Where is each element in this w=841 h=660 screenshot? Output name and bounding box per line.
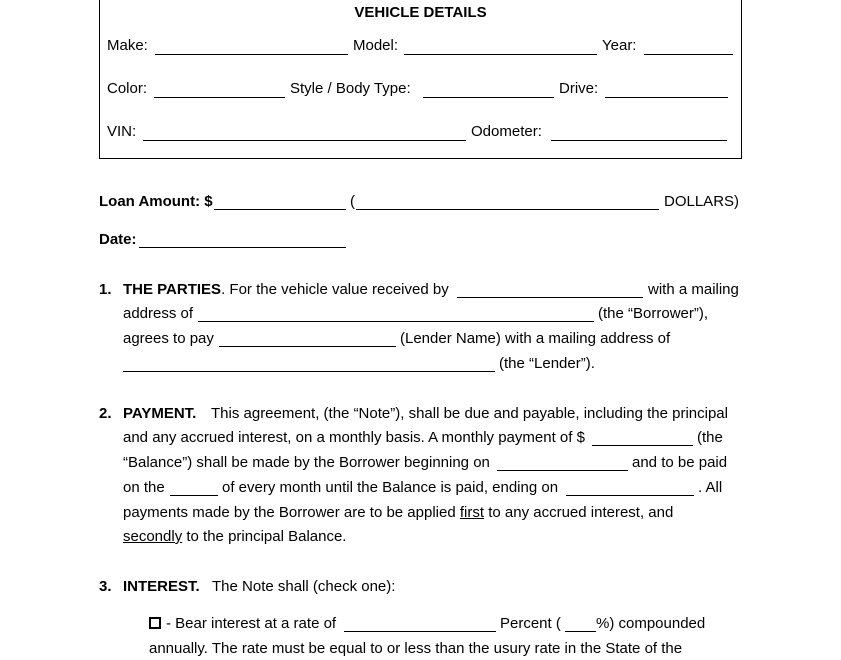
dollars-label: DOLLARS) <box>664 193 740 210</box>
interest-rate-checkbox[interactable] <box>149 617 161 629</box>
odometer-label: Odometer: <box>471 123 542 140</box>
loan-amount-words-field[interactable] <box>356 209 659 210</box>
date-label: Date: <box>99 231 137 248</box>
section2-line5 <box>123 504 673 521</box>
lender-address-field[interactable] <box>123 371 495 372</box>
style-body-type-label: Style / Body Type: <box>290 80 411 97</box>
vin-label: VIN: <box>107 123 137 140</box>
make-label: Make: <box>107 37 148 54</box>
section1-number: 1. <box>99 281 112 298</box>
section1-line1-end: with a mailing <box>648 281 739 298</box>
section2-line5-end: to any accrued interest, and <box>488 504 674 521</box>
section3-heading: INTEREST. <box>123 578 200 595</box>
section1-line3-end: (Lender Name) with a mailing address of <box>400 330 671 347</box>
section3-option1-line2: annually. The rate must be equal to or less than the usury rate in the State of the <box>149 640 683 657</box>
start-date-field[interactable] <box>497 470 628 471</box>
borrower-address-field[interactable] <box>198 321 594 322</box>
section2-line4-end: . All <box>698 479 723 496</box>
day-of-month-field[interactable] <box>170 495 218 496</box>
section2-line1: This agreement, (the “Note”), shall be due and payable, including the principal <box>211 405 728 422</box>
year-field[interactable] <box>644 54 733 55</box>
first-emphasis: first <box>459 504 485 521</box>
section2-line4-mid: of every month until the Balance is paid, ending on <box>222 479 559 496</box>
received-by-field[interactable] <box>457 297 643 298</box>
section1-line1-text: . For the vehicle value received by <box>221 281 449 298</box>
secondly-emphasis: secondly <box>123 528 183 545</box>
vehicle-details-box <box>99 0 742 159</box>
section2-line6-end: to the principal Balance. <box>186 528 347 545</box>
section1-line4-end: (the “Lender”). <box>499 355 595 372</box>
vin-field[interactable] <box>143 140 466 141</box>
section2-line6 <box>123 528 346 545</box>
style-body-type-field[interactable] <box>423 97 554 98</box>
section3-option1-mid: Percent ( <box>500 615 561 632</box>
section2-line2-end: (the <box>697 429 723 446</box>
section3-intro: The Note shall (check one): <box>212 578 396 595</box>
color-field[interactable] <box>154 97 285 98</box>
monthly-payment-field[interactable] <box>592 445 693 446</box>
interest-percent-field[interactable] <box>565 631 596 632</box>
section1-line2-start: address of <box>123 305 194 322</box>
model-field[interactable] <box>404 54 597 55</box>
date-field[interactable] <box>139 247 346 248</box>
section3-number: 3. <box>99 578 112 595</box>
section1-line1 <box>123 281 449 298</box>
make-field[interactable] <box>155 54 348 55</box>
loan-open-paren: ( <box>350 193 355 210</box>
loan-amount-field[interactable] <box>214 209 346 210</box>
section3-option1-start: - Bear interest at a rate of <box>166 615 337 632</box>
section1-line3-start: agrees to pay <box>123 330 214 347</box>
model-label: Model: <box>353 37 399 54</box>
vehicle-details-title: VEHICLE DETAILS <box>354 4 487 21</box>
section2-heading: PAYMENT. <box>123 405 197 422</box>
section2-line3-start: “Balance”) shall be made by the Borrower beginning on <box>123 454 490 471</box>
odometer-field[interactable] <box>551 140 727 141</box>
interest-rate-field[interactable] <box>344 631 496 632</box>
section2-line2-start: and any accrued interest, on a monthly basis. A monthly payment of $ <box>123 429 585 446</box>
year-label: Year: <box>602 37 637 54</box>
section2-number: 2. <box>99 405 112 422</box>
drive-field[interactable] <box>605 97 728 98</box>
color-label: Color: <box>107 80 148 97</box>
section1-line2-end: (the “Borrower”), <box>598 305 709 322</box>
section2-line3-end: and to be paid <box>632 454 728 471</box>
loan-amount-label: Loan Amount: $ <box>99 193 213 210</box>
drive-label: Drive: <box>559 80 599 97</box>
section2-line4-start: on the <box>123 479 165 496</box>
section1-heading: THE PARTIES <box>123 281 222 298</box>
end-date-field[interactable] <box>566 495 694 496</box>
lender-name-field[interactable] <box>219 346 396 347</box>
section2-line5-start: payments made by the Borrower are to be applied <box>123 504 456 521</box>
section3-option1-end: %) compounded <box>596 615 706 632</box>
